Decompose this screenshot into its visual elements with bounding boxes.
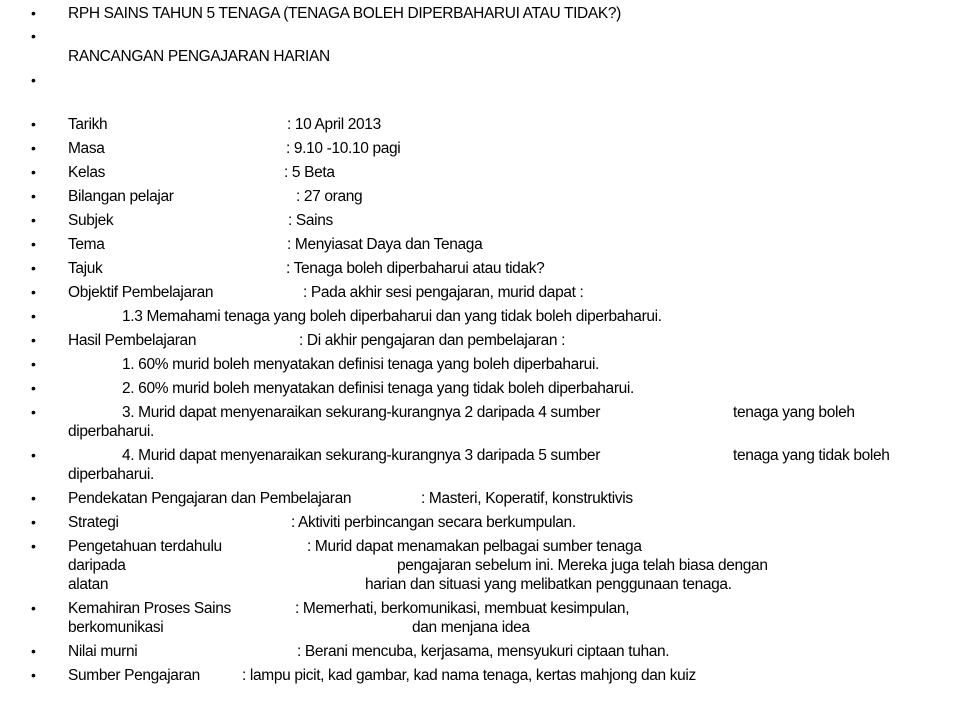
bullet: • — [31, 284, 36, 300]
pengetahuan-label: Pengetahuan terdahulu — [68, 538, 222, 555]
bullet: • — [31, 5, 36, 21]
document-title: RPH SAINS TAHUN 5 TENAGA (TENAGA BOLEH DIPERBAHARUI ATAU TIDAK?) — [68, 5, 621, 22]
kelas-label: Kelas — [68, 164, 106, 181]
kemahiran-cont: berkomunikasi — [68, 619, 164, 636]
bullet: • — [31, 380, 36, 396]
bullet: • — [31, 72, 36, 88]
hasil-item-cont: diperbaharui. — [68, 423, 154, 440]
bullet: • — [31, 447, 36, 463]
document-subtitle: RANCANGAN PENGAJARAN HARIAN — [68, 48, 330, 65]
bullet: • — [31, 188, 36, 204]
bullet: • — [31, 116, 36, 132]
subjek-value: : Sains — [288, 212, 333, 229]
hasil-item-cont: tenaga yang tidak boleh — [733, 447, 890, 464]
pendekatan-label: Pendekatan Pengajaran dan Pembelajaran — [68, 490, 352, 507]
nilai-value: : Berani mencuba, kerjasama, mensyukuri ciptaan tuhan. — [297, 643, 670, 660]
bullet: • — [31, 260, 36, 276]
hasil-item: 1. 60% murid boleh menyatakan definisi tenaga yang boleh diperbaharui. — [122, 356, 600, 373]
bullet: • — [31, 600, 36, 616]
strategi-value: : Aktiviti perbincangan secara berkumpulan. — [291, 514, 576, 531]
bullet: • — [31, 140, 36, 156]
hasil-item-cont: tenaga yang boleh — [733, 404, 855, 421]
pengetahuan-cont: daripada — [68, 557, 126, 574]
bilangan-value: : 27 orang — [296, 188, 363, 205]
sumber-label: Sumber Pengajaran — [68, 667, 200, 684]
pengetahuan-cont: pengajaran sebelum ini. Mereka juga telah biasa dengan — [397, 557, 768, 574]
kemahiran-cont: dan menjana idea — [412, 619, 530, 636]
sumber-value: : lampu picit, kad gambar, kad nama tenaga, kertas mahjong dan kuiz — [242, 667, 696, 684]
tema-value: : Menyiasat Daya dan Tenaga — [287, 236, 483, 253]
bullet: • — [31, 236, 36, 252]
subjek-label: Subjek — [68, 212, 114, 229]
tajuk-label: Tajuk — [68, 260, 103, 277]
kelas-value: : 5 Beta — [284, 164, 335, 181]
tarikh-label: Tarikh — [68, 116, 108, 133]
hasil-value: : Di akhir pengajaran dan pembelajaran : — [299, 332, 566, 349]
strategi-label: Strategi — [68, 514, 119, 531]
bullet: • — [31, 404, 36, 420]
kemahiran-value: : Memerhati, berkomunikasi, membuat kesimpulan, — [295, 600, 630, 617]
pengetahuan-cont: alatan — [68, 576, 109, 593]
bullet: • — [31, 212, 36, 228]
bullet: • — [31, 667, 36, 683]
tema-label: Tema — [68, 236, 105, 253]
masa-label: Masa — [68, 140, 105, 157]
pengetahuan-value: : Murid dapat menamakan pelbagai sumber tenaga — [307, 538, 642, 555]
bullet: • — [31, 356, 36, 372]
bullet: • — [31, 538, 36, 554]
bullet: • — [31, 164, 36, 180]
bullet: • — [31, 28, 36, 44]
bullet: • — [31, 643, 36, 659]
pengetahuan-cont: harian dan situasi yang melibatkan penggunaan tenaga. — [365, 576, 732, 593]
bullet: • — [31, 308, 36, 324]
tajuk-value: : Tenaga boleh diperbaharui atau tidak? — [286, 260, 545, 277]
objektif-value: : Pada akhir sesi pengajaran, murid dapat : — [303, 284, 584, 301]
objektif-label: Objektif Pembelajaran — [68, 284, 214, 301]
masa-value: : 9.10 -10.10 pagi — [286, 140, 401, 157]
bullet: • — [31, 490, 36, 506]
objektif-item: 1.3 Memahami tenaga yang boleh diperbaharui dan yang tidak boleh diperbaharui. — [122, 308, 662, 325]
kemahiran-label: Kemahiran Proses Sains — [68, 600, 231, 617]
bullet: • — [31, 514, 36, 530]
pendekatan-value: : Masteri, Koperatif, konstruktivis — [421, 490, 633, 507]
bilangan-label: Bilangan pelajar — [68, 188, 174, 205]
hasil-item: 4. Murid dapat menyenaraikan sekurang-kurangnya 3 daripada 5 sumber — [122, 447, 601, 464]
hasil-item: 2. 60% murid boleh menyatakan definisi tenaga yang tidak boleh diperbaharui. — [122, 380, 634, 397]
bullet: • — [31, 332, 36, 348]
hasil-item-cont: diperbaharui. — [68, 466, 154, 483]
nilai-label: Nilai murni — [68, 643, 138, 660]
hasil-label: Hasil Pembelajaran — [68, 332, 197, 349]
hasil-item: 3. Murid dapat menyenaraikan sekurang-kurangnya 2 daripada 4 sumber — [122, 404, 601, 421]
tarikh-value: : 10 April 2013 — [287, 116, 381, 133]
